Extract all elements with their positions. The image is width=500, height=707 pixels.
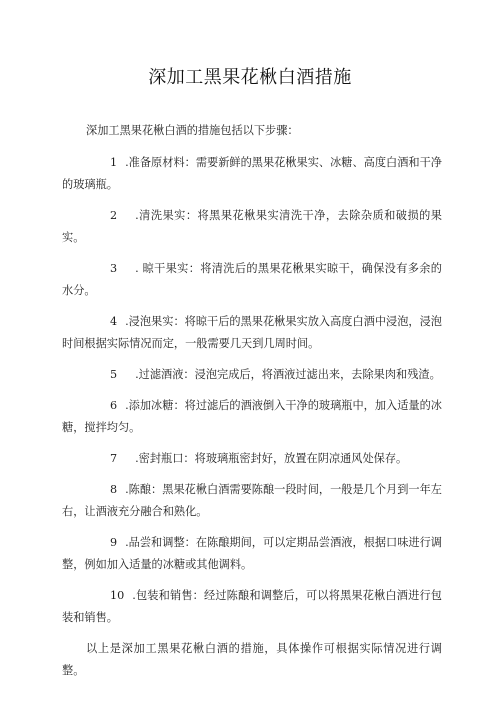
document-body xyxy=(62,120,442,691)
step-number: 2 xyxy=(110,209,118,222)
step-label: .浸泡果实： xyxy=(125,315,185,328)
step-number: 6 xyxy=(110,399,118,412)
step-number: 5 xyxy=(110,368,118,381)
step-label: .添加冰糖： xyxy=(125,399,185,412)
step-text: 将玻璃瓶密封好，放置在阴凉通风处保存。 xyxy=(194,452,408,465)
step-label: .过滤酒液： xyxy=(135,368,195,381)
step-number: 9 xyxy=(110,536,118,549)
intro-paragraph: 深加工黑果花楸白酒的措施包括以下步骤： xyxy=(86,124,299,137)
step-4 xyxy=(62,311,442,355)
step-6 xyxy=(62,395,442,439)
step-label: .清洗果实： xyxy=(135,209,198,222)
step-5 xyxy=(62,364,442,386)
step-text: 将过滤后的酒液倒入干净的玻璃瓶中，加入适量的冰糖，搅拌均匀。 xyxy=(62,399,442,434)
step-8 xyxy=(62,479,442,523)
step-number: 3 xyxy=(110,262,118,275)
step-text: 黑果花楸白酒需要陈酿一段时间，一般是几个月到一年左右，让酒液充分融合和熟化。 xyxy=(62,483,442,518)
step-3 xyxy=(62,258,442,302)
step-label: .品尝和调整： xyxy=(125,536,196,549)
step-text: 将晾干后的黑果花楸果实放入高度白酒中浸泡，浸泡时间根据实际情况而定，一般需要几天到几周时间。 xyxy=(62,315,442,350)
step-text: 浸泡完成后，将酒液过滤出来，去除果肉和残渣。 xyxy=(194,368,441,381)
document-title: 深加工黑果花楸白酒措施 xyxy=(148,67,352,88)
step-9 xyxy=(62,532,442,576)
step-label: .密封瓶口： xyxy=(135,452,195,465)
step-7 xyxy=(62,448,442,470)
step-text: 将黑果花楸果实清洗干净，去除杂质和破损的果实。 xyxy=(62,209,442,244)
step-number: 7 xyxy=(110,452,118,465)
conclusion-paragraph: 以上是深加工黑果花楸白酒的措施，具体操作可根据实际情况进行调整。 xyxy=(62,642,442,677)
step-label: . 晾干果实： xyxy=(135,262,201,275)
step-number: 10 xyxy=(110,589,125,602)
step-label: .准备原材料： xyxy=(125,156,196,169)
step-text: 经过陈酿和调整后，可以将黑果花楸白酒进行包装和销售。 xyxy=(62,589,442,624)
step-label: .陈酿： xyxy=(125,483,163,496)
step-number: 8 xyxy=(110,483,118,496)
step-number: 1 xyxy=(110,156,118,169)
step-label: .包装和销售： xyxy=(132,589,204,602)
step-10 xyxy=(62,585,442,629)
step-2 xyxy=(62,205,442,249)
step-text: 需要新鲜的黑果花楸果实、冰糖、高度白酒和干净的玻璃瓶。 xyxy=(62,156,442,191)
step-number: 4 xyxy=(110,315,118,328)
step-text: 将清洗后的黑果花楸果实晾干，确保没有多余的水分。 xyxy=(62,262,442,297)
step-text: 在陈酿期间，可以定期品尝酒液，根据口味进行调整，例如加入适量的冰糖或其他调料。 xyxy=(62,536,442,571)
step-1 xyxy=(62,152,442,196)
